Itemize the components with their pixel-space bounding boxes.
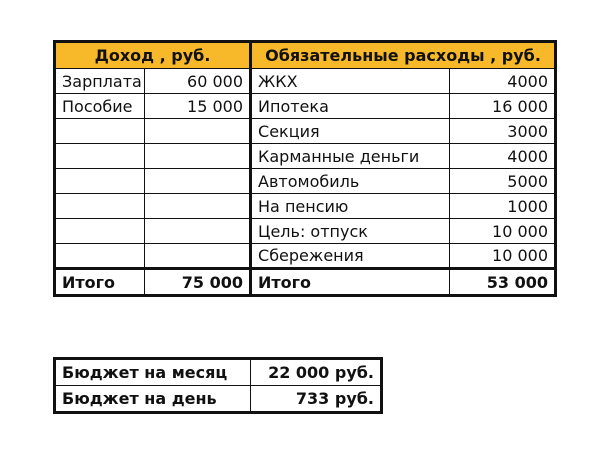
daily-budget-value: 733 руб. [251,386,382,413]
income-header: Доход , руб. [55,42,251,69]
income-total-value: 75 000 [145,269,251,296]
expense-name-cell: Ипотека [251,94,450,119]
monthly-budget-row [55,359,382,386]
income-name-cell [55,244,145,269]
income-name-cell [55,119,145,144]
table-row [55,194,556,219]
daily-budget-row [55,386,382,413]
income-name-cell [55,219,145,244]
expense-name-cell: Секция [251,119,450,144]
income-value-cell [145,119,251,144]
header-row [55,42,556,69]
expense-name-cell: Автомобиль [251,169,450,194]
expense-value-cell: 10 000 [450,219,556,244]
table-row [55,244,556,269]
daily-budget-label: Бюджет на день [55,386,251,413]
expense-value-cell: 1000 [450,194,556,219]
expense-name-cell: ЖКХ [251,69,450,94]
monthly-budget-label: Бюджет на месяц [55,359,251,386]
table-row [55,69,556,94]
income-value-cell [145,194,251,219]
income-value-cell: 60 000 [145,69,251,94]
table-row [55,119,556,144]
income-value-cell [145,244,251,269]
expense-value-cell: 5000 [450,169,556,194]
expense-value-cell: 4000 [450,144,556,169]
expense-total-label: Итого [251,269,450,296]
income-name-cell: Пособие [55,94,145,119]
table-row [55,144,556,169]
income-value-cell [145,169,251,194]
expense-name-cell: Цель: отпуск [251,219,450,244]
expense-value-cell: 4000 [450,69,556,94]
expense-value-cell: 16 000 [450,94,556,119]
budget-body [55,69,556,269]
totals-row [55,269,556,296]
income-value-cell [145,219,251,244]
income-value-cell [145,144,251,169]
monthly-budget-value: 22 000 руб. [251,359,382,386]
budget-table [53,40,557,297]
expense-value-cell: 3000 [450,119,556,144]
table-row [55,219,556,244]
table-row [55,94,556,119]
income-name-cell: Зарплата [55,69,145,94]
expense-total-value: 53 000 [450,269,556,296]
income-value-cell: 15 000 [145,94,251,119]
income-name-cell [55,194,145,219]
income-total-label: Итого [55,269,145,296]
expense-name-cell: Карманные деньги [251,144,450,169]
expense-name-cell: Сбережения [251,244,450,269]
summary-table [53,357,383,414]
expense-name-cell: На пенсию [251,194,450,219]
income-name-cell [55,144,145,169]
income-name-cell [55,169,145,194]
expenses-header: Обязательные расходы , руб. [251,42,556,69]
table-row [55,169,556,194]
expense-value-cell: 10 000 [450,244,556,269]
